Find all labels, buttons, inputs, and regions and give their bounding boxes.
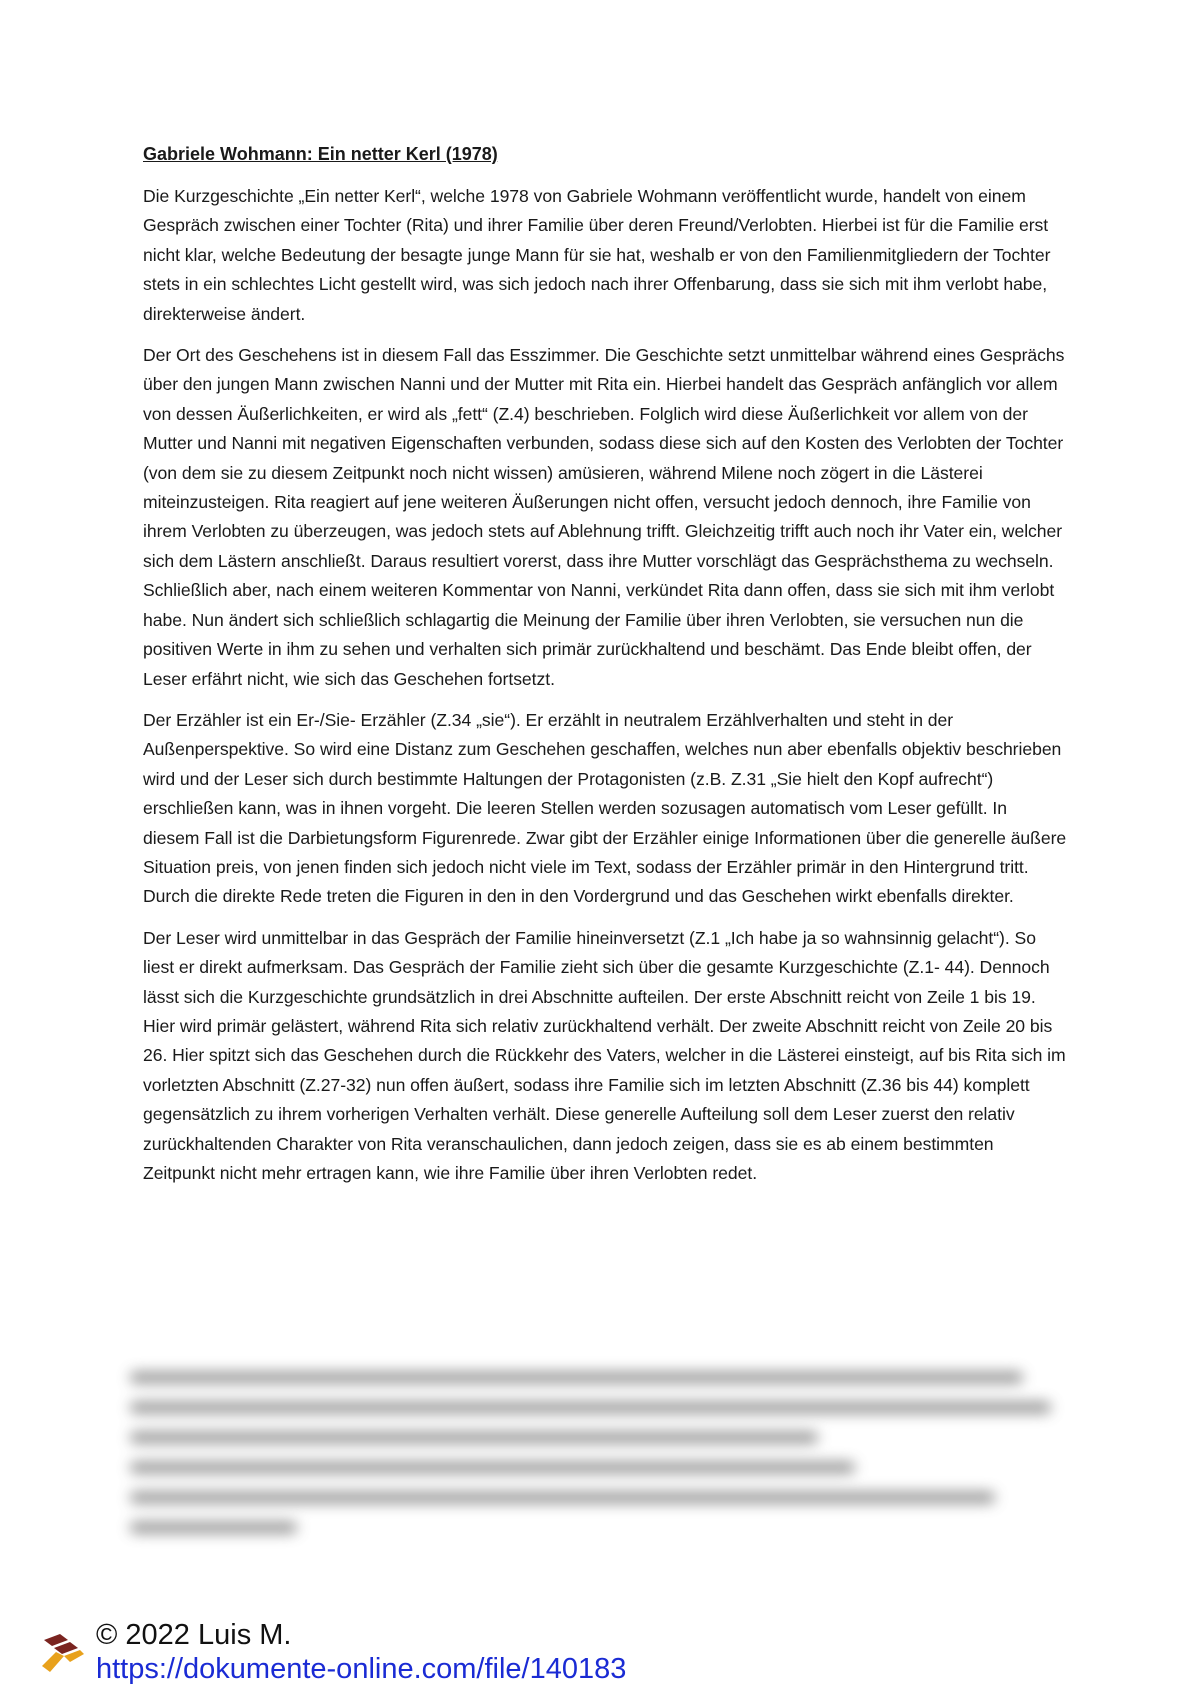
paragraph-intro: Die Kurzgeschichte „Ein netter Kerl“, welche 1978 von Gabriele Wohmann veröffentlicht wurde, handelt von einem Gespräch zwischen einer Tochter (Rita) und ihrer Familie über deren Freund/Verlobten. Hierbei ist für die Familie erst nicht klar, welche Bedeutung der besagte junge Mann für sie hat, weshalb er von den Familienmitgliedern der Tochter stets in ein schlechtes Licht gestellt wird, was sich jedoch nach ihrer Offenbarung, dass sie sich mit ihm verlobt habe, direkterweise ändert. [143,186,1051,324]
source-link[interactable]: https://dokumente-online.com/file/140183 [96,1653,627,1685]
paragraph-structure: Der Leser wird unmittelbar in das Gespräch der Familie hineinversetzt (Z.1 „Ich habe ja so wahnsinnig gelacht“). So liest er direkt aufmerksam. Das Gespräch der Familie zieht sich über die gesamte Kurzgeschichte (Z.1- 44). Dennoch lässt sich die Kurzgeschichte grundsätzlich in drei Abschnitte aufteilen. Der erste Abschnitt reicht von Zeile 1 bis 19. Hier wird primär gelästert, während Rita sich relativ zurückhaltend verhält. Der zweite Abschnitt reicht von Zeile 20 bis 26. Hier spitzt sich das Geschehen durch die Rückkehr des Vaters, welcher in die Lästerei einsteigt, auf bis Rita sich im vorletzten Abschnitt (Z.27-32) nun offen äußert, sodass ihre Familie sich im letzten Abschnitt (Z.36 bis 44) komplett gegensätzlich zu ihrem vorherigen Verhalten verhält. Diese generelle Aufteilung soll dem Leser zuerst den relativ zurückhaltenden Charakter von Rita veranschaulichen, dann jedoch zeigen, dass sie es ab einem bestimmten Zeitpunkt nicht mehr ertragen kann, wie ihre Familie über ihren Verlobten redet. [143,927,1066,1183]
copyright-text: © 2022 Luis M. [96,1619,292,1651]
dokumente-online-logo-icon [38,1626,86,1676]
paragraph-content: Der Ort des Geschehens ist in diesem Fall das Esszimmer. Die Geschichte setzt unmittelbar während eines Gesprächs über den jungen Mann zwischen Nanni und der Mutter mit Rita ein. Hierbei handelt das Gespräch anfänglich vor allem von dessen Äußerlichkeiten, er wird als „fett“ (Z.4) beschrieben. Folglich wird diese Äußerlichkeit vor allem von der Mutter und Nanni mit negativen Eigenschaften verbunden, sodass diese sich auf den Kosten des Verlobten der Tochter (von dem sie zu diesem Zeitpunkt noch nicht wissen) amüsieren, während Milene noch zögert in die Lästerei miteinzusteigen. Rita reagiert auf jene weiteren Äußerungen nicht offen, versucht jedoch dennoch, ihre Familie von ihrem Verlobten zu überzeugen, was jedoch stets auf Ablehnung trifft. Gleichzeitig trifft auch noch ihr Vater ein, welcher sich dem Lästern anschließt. Daraus resultiert vorerst, dass ihre Mutter vorschlägt das Gesprächsthema zu wechseln. Schließlich aber, nach einem weiteren Kommentar von Nanni, verkündet Rita dann offen, dass sie sich mit ihm verlobt habe. Nun ändert sich schließlich schlagartig die Meinung der Familie über ihren Verlobten, sie versuchen nun die positiven Werte in ihm zu sehen und verhalten sich primär zurückhaltend und beschämt. Das Ende bleibt offen, der Leser erfährt nicht, wie sich das Geschehen fortsetzt. [143,345,1065,689]
document-body [143,182,1068,1406]
blur-boundary [0,1364,1200,1370]
blurred-preview-text [130,1372,1060,1572]
document-title: Gabriele Wohmann: Ein netter Kerl (1978) [143,144,498,164]
paragraph-narrator: Der Erzähler ist ein Er-/Sie- Erzähler (Z.34 „sie“). Er erzählt in neutralem Erzählverhalten und steht in der Außenperspektive. So wird eine Distanz zum Geschehen geschaffen, welches nun aber ebenfalls objektiv beschrieben wird und der Leser sich durch bestimmte Haltungen der Protagonisten (z.B. Z.31 „Sie hielt den Kopf aufrecht“) erschließen kann, was in ihnen vorgeht. Die leeren Stellen werden sozusagen automatisch vom Leser gefüllt. In diesem Fall ist die Darbietungsform Figurenrede. Zwar gibt der Erzähler einige Informationen über die generelle äußere Situation preis, von jenen finden sich jedoch nicht viele im Text, sodass der Erzähler primär in den Hintergrund tritt. Durch die direkte Rede treten die Figuren in den in den Vordergrund und das Geschehen wirkt ebenfalls direkter. [143,709,1067,907]
footer [38,1618,798,1688]
document-page [143,140,1068,1406]
